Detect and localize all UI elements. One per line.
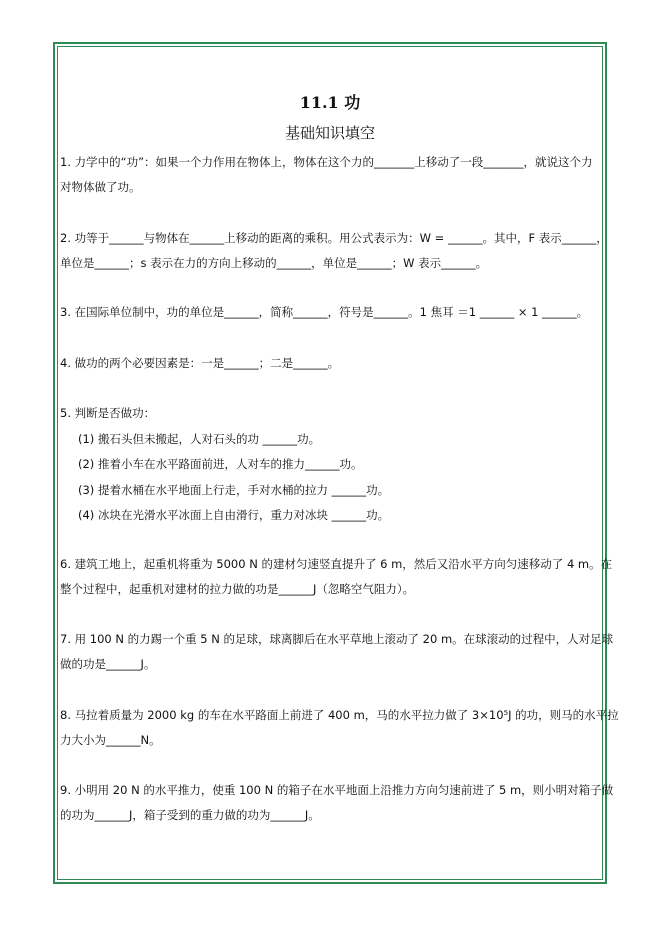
question-line: 4. 做功的两个必要因素是：一是______；二是______。 [60, 356, 340, 370]
question-9 [60, 778, 614, 828]
question-line: 1. 力学中的“功”：如果一个力作用在物体上，物体在这个力的_______上移动了一段_______，就说这个力 [60, 155, 593, 169]
question-line: 力大小为______N。 [60, 733, 161, 747]
question-8 [60, 703, 619, 753]
question-line: 做的功是______J。 [60, 657, 156, 671]
sub-item-2: (2) 推着小车在水平路面前进，人对车的推力______功。 [78, 457, 363, 471]
sub-item-3: (3) 提着水桶在水平地面上行走，手对水桶的拉力 ______功。 [78, 483, 390, 497]
question-5 [60, 401, 600, 426]
question-line: 7. 用 100 N 的力踢一个重 5 N 的足球，球离脚后在水平草地上滚动了 20 m。在球滚动的过程中，人对足球 [60, 632, 614, 646]
question-1 [60, 150, 600, 200]
question-2 [60, 226, 608, 276]
question-line: 2. 功等于______与物体在______上移动的距离的乘积。用公式表示为：W = ______。其中，F 表示______， [60, 231, 608, 245]
question-line: 8. 马拉着质量为 2000 kg 的车在水平路面上前进了 400 m，马的水平拉力做了 3×10⁵J 的功，则马的水平拉 [60, 708, 619, 722]
question-line: 3. 在国际单位制中，功的单位是______，简称______，符号是______。1 焦耳 ＝1 ______ × 1 ______。 [60, 305, 589, 319]
question-line: 6. 建筑工地上，起重机将重为 5000 N 的建材匀速竖直提升了 6 m，然后又沿水平方向匀速移动了 4 m。在 [60, 557, 613, 571]
question-line: 5. 判断是否做功： [60, 406, 156, 420]
question-3 [60, 300, 600, 325]
question-line: 对物体做了功。 [60, 180, 141, 194]
question-line: 整个过程中，起重机对建材的拉力做的功是______J（忽略空气阻力）。 [60, 582, 415, 596]
sub-item-4: (4) 冰块在光滑水平冰面上自由滑行，重力对冰块 ______功。 [78, 508, 390, 522]
question-4 [60, 351, 600, 376]
question-6 [60, 552, 613, 602]
page-title: 11.1 功 [299, 93, 361, 112]
sub-item-1: (1) 搬石头但未搬起，人对石头的功 ______功。 [78, 432, 321, 446]
question-line: 的功为______J，箱子受到的重力做的功为______J。 [60, 808, 320, 822]
question-line: 单位是______；s 表示在力的方向上移动的______，单位是______；W 表示______。 [60, 256, 488, 270]
question-line: 9. 小明用 20 N 的水平推力，使重 100 N 的箱子在水平地面上沿推力方向匀速前进了 5 m，则小明对箱子做 [60, 783, 614, 797]
section-subtitle: 基础知识填空 [284, 124, 375, 142]
question-7 [60, 627, 614, 677]
